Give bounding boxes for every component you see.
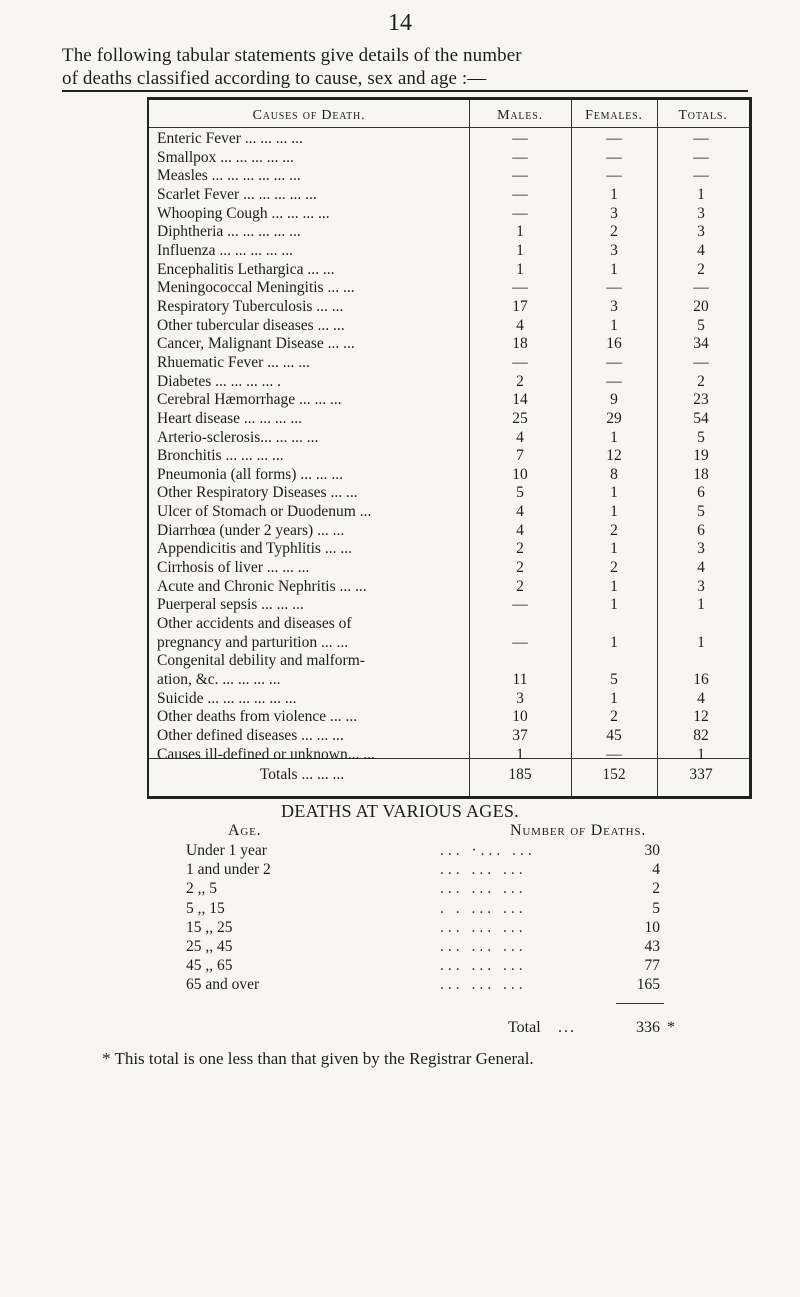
totals-cell: 3 [697, 540, 705, 558]
females-cell: 2 [610, 708, 618, 726]
females-cell: — [606, 130, 622, 147]
table-row [149, 540, 749, 559]
totals-females: 152 [602, 766, 626, 783]
totals-cell: 19 [693, 447, 709, 465]
table-row [149, 708, 749, 727]
ages-total-dots: ... [558, 1019, 576, 1036]
age-leader-dots: ... ... ... [440, 861, 527, 879]
females-cell: 1 [610, 633, 618, 651]
age-deaths-value: 10 [644, 918, 660, 936]
table-row [149, 167, 749, 186]
cause-cell: Whooping Cough ... ... ... ... [157, 204, 330, 222]
totals-cell: 34 [693, 335, 709, 353]
males-cell: 1 [516, 223, 524, 241]
cause-cell: Diphtheria ... ... ... ... ... [157, 223, 301, 241]
table-row [149, 354, 749, 373]
totals-cell: 1 [697, 596, 705, 614]
totals-cell: 5 [697, 316, 705, 334]
males-cell: 2 [516, 372, 524, 390]
totals-cell: 12 [693, 708, 709, 726]
cause-cell: Influenza ... ... ... ... ... [157, 241, 294, 259]
totals-cell: 20 [693, 297, 709, 315]
age-row [0, 900, 800, 918]
females-cell: 5 [610, 671, 618, 689]
header-totals: Totals. [678, 108, 728, 123]
table-row [149, 484, 749, 503]
totals-cell: 54 [693, 409, 709, 427]
table-row [149, 690, 749, 709]
age-leader-dots: ... ·... ... [440, 842, 536, 859]
table-row [149, 671, 749, 690]
table-row [149, 205, 749, 224]
cause-cell: Scarlet Fever ... ... ... ... ... [157, 185, 317, 203]
age-leader-dots: ... ... ... [440, 918, 527, 936]
males-cell: 4 [516, 521, 524, 539]
males-cell: — [512, 279, 528, 297]
totals-totals: 337 [689, 766, 713, 783]
table-row [149, 727, 749, 746]
age-deaths-value: 165 [636, 976, 660, 994]
age-leader-dots: ... ... ... [440, 976, 527, 994]
cause-cell: Puerperal sepsis ... ... ... [157, 596, 304, 614]
males-cell: 37 [512, 727, 528, 744]
females-cell: 2 [610, 223, 618, 241]
table-row [149, 503, 749, 522]
cause-cell: Diabetes ... ... ... ... . [157, 372, 281, 390]
age-row [0, 919, 800, 937]
cause-cell: Cancer, Malignant Disease ... ... [157, 335, 355, 353]
cause-cell: pregnancy and parturition ... ... [157, 633, 349, 651]
cause-cell: Smallpox ... ... ... ... ... [157, 148, 294, 166]
cause-cell: Pneumonia (all forms) ... ... ... [157, 465, 343, 483]
table-body [149, 130, 749, 764]
females-cell: 3 [610, 297, 618, 315]
totals-cell: 4 [697, 689, 705, 707]
age-label: 2 ,, 5 [186, 880, 217, 898]
age-label: 15 ,, 25 [186, 918, 233, 936]
totals-cell: 4 [697, 559, 705, 577]
cause-cell: Other deaths from violence ... ... [157, 708, 358, 726]
cause-cell: Diarrhœa (under 2 years) ... ... [157, 521, 345, 539]
header-causes: Causes of Death. [252, 108, 366, 123]
females-cell: — [606, 372, 622, 390]
males-cell: — [512, 148, 528, 166]
totals-cell: 2 [697, 372, 705, 390]
cause-cell: Suicide ... ... ... ... ... ... [157, 689, 297, 707]
cause-cell: Heart disease ... ... ... ... [157, 409, 303, 427]
females-cell: 12 [606, 447, 622, 465]
cause-cell: Meningococcal Meningitis ... ... [157, 279, 355, 297]
table-row [149, 447, 749, 466]
table-row [149, 652, 749, 671]
totals-cell: 1 [697, 745, 705, 763]
totals-cell: — [693, 279, 709, 297]
cause-cell: Rhuematic Fever ... ... ... [157, 353, 310, 371]
totals-cell: 3 [697, 204, 705, 222]
males-cell: 1 [516, 241, 524, 259]
females-cell: 3 [610, 241, 618, 259]
table-row [149, 522, 749, 541]
table-row [149, 410, 749, 429]
age-label: 1 and under 2 [186, 861, 271, 879]
cause-cell: Other accidents and diseases of [157, 615, 352, 633]
males-cell: — [512, 167, 528, 185]
table-row [149, 634, 749, 653]
table-row [149, 429, 749, 448]
table-row [149, 130, 749, 149]
age-leader-dots: . . ... ... [440, 899, 527, 917]
males-cell: — [512, 353, 528, 371]
males-cell: — [512, 204, 528, 222]
intro-line-1: The following tabular statements give details of the number [62, 45, 522, 66]
males-cell: 1 [516, 745, 524, 763]
males-cell: 5 [516, 484, 524, 502]
ages-total-asterisk: * [667, 1019, 675, 1036]
cause-cell: Cirrhosis of liver ... ... ... [157, 559, 310, 577]
cause-cell: Acute and Chronic Nephritis ... ... [157, 577, 367, 595]
table-row [149, 317, 749, 336]
males-cell: 18 [512, 335, 528, 353]
age-deaths-value: 43 [644, 938, 660, 955]
cause-cell: Arterio-sclerosis... ... ... ... [157, 428, 319, 446]
totals-cell: — [693, 353, 709, 371]
totals-cell: 6 [697, 484, 705, 502]
totals-label: Totals ... ... ... [259, 766, 345, 783]
males-cell: 25 [512, 409, 528, 427]
cause-cell: Congenital debility and malform- [157, 652, 365, 670]
ages-total-label: Total [508, 1019, 541, 1036]
total-rule [616, 1003, 664, 1004]
cause-cell: Causes ill-defined or unknown... ... [157, 745, 375, 763]
age-row [0, 842, 800, 860]
totals-cell: 5 [697, 428, 705, 446]
cause-cell: Appendicitis and Typhlitis ... ... [157, 540, 352, 558]
table-row [149, 596, 749, 615]
totals-cell: 1 [697, 185, 705, 203]
males-cell: 7 [516, 447, 524, 465]
males-cell: 2 [516, 540, 524, 558]
table-row [149, 149, 749, 168]
table-row [149, 391, 749, 410]
females-cell: — [606, 745, 622, 763]
table-row [149, 466, 749, 485]
table-row [149, 335, 749, 354]
age-deaths-value: 5 [652, 899, 660, 917]
table-row [149, 279, 749, 298]
intro-underline [62, 90, 748, 92]
totals-cell: 23 [693, 391, 709, 409]
cause-cell: Encephalitis Lethargica ... ... [157, 260, 335, 278]
age-row [0, 957, 800, 975]
age-leader-dots: ... ... ... [440, 880, 527, 898]
males-cell: 1 [516, 260, 524, 278]
age-leader-dots: ... ... ... [440, 938, 527, 955]
footnote: * This total is one less than that given by the Registrar General. [102, 1049, 534, 1068]
table-row [149, 615, 749, 634]
ages-total-value: 336 [636, 1019, 660, 1036]
cause-cell: ation, &c. ... ... ... ... [157, 671, 281, 689]
age-row [0, 976, 800, 994]
totals-cell: 2 [697, 260, 705, 278]
table-row [149, 298, 749, 317]
totals-cell: 82 [693, 727, 709, 744]
number-header: Number of Deaths. [510, 822, 647, 839]
females-cell: 1 [610, 185, 618, 203]
females-cell: 9 [610, 391, 618, 409]
females-cell: 1 [610, 316, 618, 334]
cause-cell: Other tubercular diseases ... ... [157, 316, 345, 334]
age-label: 5 ,, 15 [186, 899, 225, 917]
females-cell: 1 [610, 577, 618, 595]
table-row [149, 261, 749, 280]
cause-cell: Respiratory Tuberculosis ... ... [157, 297, 344, 315]
header-males: Males. [497, 108, 543, 123]
females-cell: 1 [610, 503, 618, 521]
males-cell: 2 [516, 559, 524, 577]
males-cell: 11 [512, 671, 528, 689]
cause-cell: Bronchitis ... ... ... ... [157, 447, 284, 465]
table-row [149, 559, 749, 578]
females-cell: 45 [606, 727, 622, 744]
table-row [149, 223, 749, 242]
males-cell: 3 [516, 689, 524, 707]
males-cell: — [512, 130, 528, 147]
cause-cell: Cerebral Hæmorrhage ... ... ... [157, 391, 342, 409]
header-females: Females. [585, 108, 643, 123]
females-cell: — [606, 167, 622, 185]
totals-row [149, 760, 749, 790]
intro-paragraph [62, 44, 762, 90]
age-row [0, 880, 800, 898]
females-cell: 16 [606, 335, 622, 353]
age-deaths-value: 2 [652, 880, 660, 898]
females-cell: 1 [610, 484, 618, 502]
cause-cell: Measles ... ... ... ... ... ... [157, 167, 301, 185]
males-cell: — [512, 633, 528, 651]
totals-cell: 1 [697, 633, 705, 651]
females-cell: 1 [610, 428, 618, 446]
males-cell: 4 [516, 428, 524, 446]
age-label: 25 ,, 45 [186, 938, 233, 955]
totals-cell: — [693, 148, 709, 166]
males-cell: 14 [512, 391, 528, 409]
header-rule [149, 127, 749, 128]
age-label: 65 and over [186, 976, 260, 994]
age-deaths-value: 77 [644, 957, 660, 975]
males-cell: 17 [512, 297, 528, 315]
causes-table [147, 97, 752, 799]
age-leader-dots: ... ... ... [440, 957, 527, 975]
totals-males: 185 [508, 766, 532, 783]
ages-title: DEATHS AT VARIOUS AGES. [281, 801, 519, 821]
females-cell: 3 [610, 204, 618, 222]
age-row [0, 938, 800, 956]
totals-cell: 3 [697, 223, 705, 241]
males-cell: 4 [516, 316, 524, 334]
females-cell: 1 [610, 689, 618, 707]
page-number: 14 [388, 10, 412, 36]
totals-cell: 4 [697, 241, 705, 259]
cause-cell: Other Respiratory Diseases ... ... [157, 484, 358, 502]
males-cell: 10 [512, 708, 528, 726]
age-deaths-value: 4 [652, 861, 660, 879]
age-header: Age. [228, 822, 262, 839]
totals-cell: 6 [697, 521, 705, 539]
totals-cell: 16 [693, 671, 709, 689]
males-cell: 2 [516, 577, 524, 595]
age-label: Under 1 year [186, 842, 267, 859]
cause-cell: Enteric Fever ... ... ... ... [157, 130, 303, 147]
males-cell: — [512, 596, 528, 614]
females-cell: — [606, 148, 622, 166]
age-row [0, 861, 800, 879]
table-row [149, 373, 749, 392]
females-cell: 1 [610, 596, 618, 614]
females-cell: 8 [610, 465, 618, 483]
intro-line-2: of deaths classified according to cause, sex and age :— [62, 68, 487, 89]
age-label: 45 ,, 65 [186, 957, 233, 975]
males-cell: 4 [516, 503, 524, 521]
table-row [149, 578, 749, 597]
totals-cell: 5 [697, 503, 705, 521]
table-row [149, 242, 749, 261]
age-deaths-value: 30 [644, 842, 660, 859]
females-cell: 2 [610, 559, 618, 577]
males-cell: 10 [512, 465, 528, 483]
females-cell: 1 [610, 260, 618, 278]
females-cell: 29 [606, 409, 622, 427]
totals-cell: 18 [693, 465, 709, 483]
cause-cell: Other defined diseases ... ... ... [157, 727, 344, 744]
cause-cell: Ulcer of Stomach or Duodenum ... [157, 503, 372, 521]
females-cell: 2 [610, 521, 618, 539]
females-cell: 1 [610, 540, 618, 558]
females-cell: — [606, 353, 622, 371]
females-cell: — [606, 279, 622, 297]
totals-cell: — [693, 167, 709, 185]
males-cell: — [512, 185, 528, 203]
totals-cell: 3 [697, 577, 705, 595]
table-row [149, 186, 749, 205]
totals-cell: — [693, 130, 709, 147]
